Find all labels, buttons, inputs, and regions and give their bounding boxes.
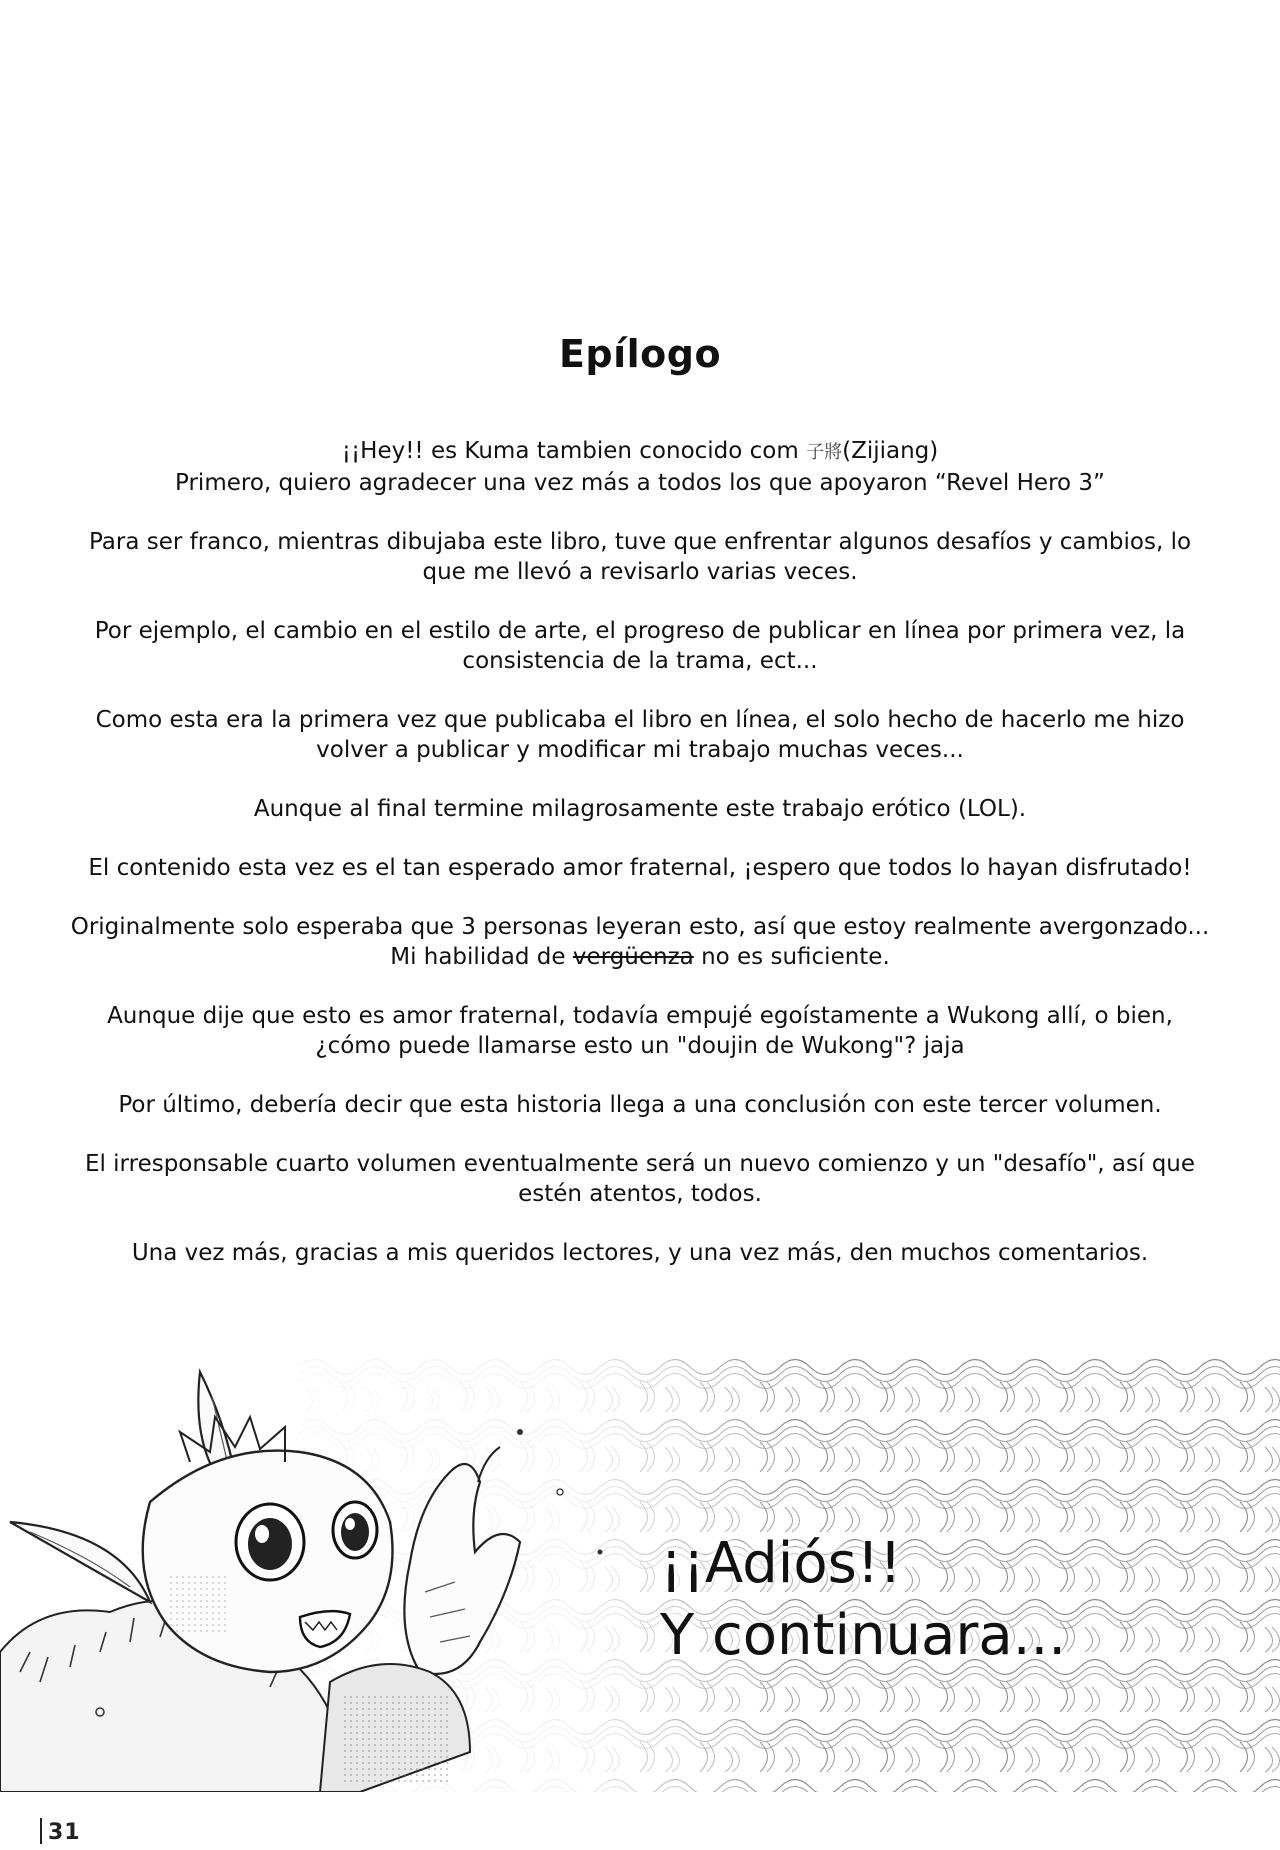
page-number	[38, 1820, 81, 1845]
text-line: volver a publicar y modificar mi trabajo muchas veces...	[316, 737, 964, 763]
paragraph	[70, 436, 1210, 498]
text-line: Por último, debería decir que esta historia llega a una conclusión con este tercer volumen.	[118, 1092, 1162, 1118]
text-line: consistencia de la trama, ect...	[462, 648, 818, 674]
text-line: Primero, quiero agradecer una vez más a todos los que apoyaron “Revel Hero 3”	[175, 470, 1105, 496]
closing-line-continued: Y continuara...	[660, 1603, 1067, 1668]
text-line	[70, 942, 1210, 972]
text-segment: no es suficiente.	[693, 944, 890, 970]
text-line: Una vez más, gracias a mis queridos lectores, y una vez más, den muchos comentarios.	[131, 1240, 1149, 1266]
author-name-kanji: 子將	[806, 442, 843, 463]
paragraph	[70, 1090, 1210, 1120]
closing-line-goodbye: ¡¡Adiós!!	[660, 1531, 902, 1596]
epilogue-text	[70, 436, 1210, 1297]
text-line: ¿cómo puede llamarse esto un "doujin de Wukong"? jaja	[315, 1033, 965, 1059]
text-line: Por ejemplo, el cambio en el estilo de arte, el progreso de publicar en línea por primera vez, la	[94, 618, 1186, 644]
text-line: Como esta era la primera vez que publicaba el libro en línea, el solo hecho de hacerlo me hizo	[95, 707, 1185, 733]
paragraph	[70, 705, 1210, 765]
text-line: Aunque al final termine milagrosamente este trabajo erótico (LOL).	[253, 796, 1027, 822]
illustration-panel	[0, 1352, 1280, 1792]
paragraph	[70, 1238, 1210, 1268]
text-line	[70, 436, 1210, 468]
struck-word: vergüenza	[572, 944, 694, 970]
paragraph	[70, 616, 1210, 676]
text-line: que me llevó a revisarlo varias veces.	[422, 559, 858, 585]
text-line: Aunque dije que esto es amor fraternal, todavía empujé egoístamente a Wukong allí, o bien,	[107, 1003, 1173, 1029]
text-segment: ¡¡Hey!! es Kuma tambien conocido com	[341, 438, 807, 464]
page-number-value: 31	[48, 1820, 81, 1845]
text-line: Originalmente solo esperaba que 3 personas leyeran esto, así que estoy realmente avergonzado...	[70, 914, 1210, 940]
closing-caption	[660, 1528, 1066, 1672]
paragraph	[70, 912, 1210, 972]
paragraph	[70, 527, 1210, 587]
paragraph	[70, 853, 1210, 883]
paragraph	[70, 1149, 1210, 1209]
paragraph	[70, 1001, 1210, 1061]
text-line: El irresponsable cuarto volumen eventualmente será un nuevo comienzo y un "desafío", así que	[84, 1151, 1196, 1177]
text-line: El contenido esta vez es el tan esperado amor fraternal, ¡espero que todos lo hayan disfrutado!	[88, 855, 1192, 881]
text-line: Para ser franco, mientras dibujaba este libro, tuve que enfrentar algunos desafíos y cambios, lo	[88, 529, 1192, 555]
text-segment: Mi habilidad de	[390, 944, 573, 970]
paragraph	[70, 794, 1210, 824]
character-illustration	[0, 1352, 1280, 1792]
page-title: Epílogo	[558, 332, 722, 376]
text-line: estén atentos, todos.	[518, 1181, 762, 1207]
text-segment: (Zijiang)	[842, 438, 939, 464]
